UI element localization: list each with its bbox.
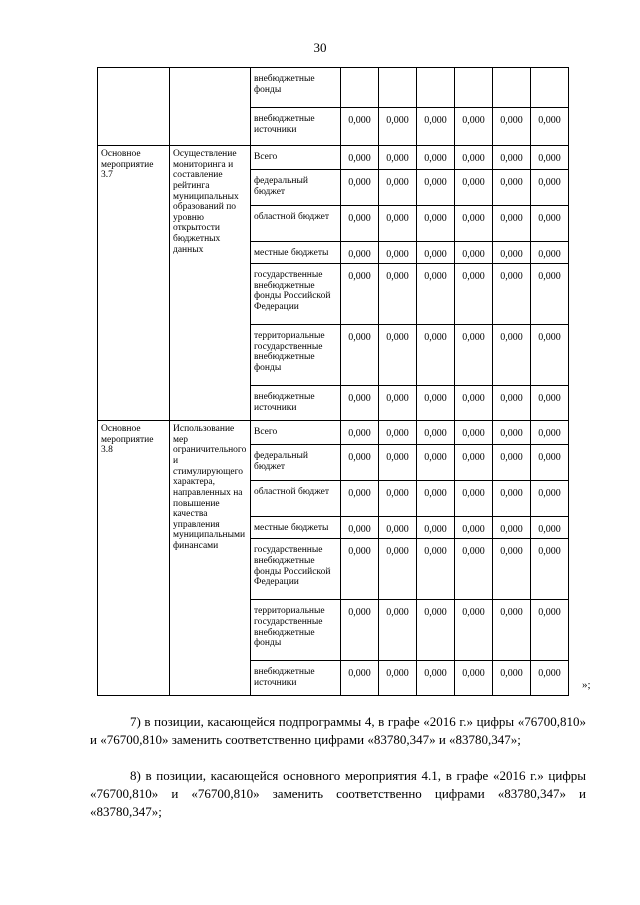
amount-cell: 0,000: [531, 600, 569, 661]
paragraph-text: 8) в позиции, касающейся основного мероприятия 4.1, в графе «2016 г.» цифры «76700,810» и «76700,810» заменить соответственно цифрами «83780,347» и «83780,347»;: [90, 768, 586, 819]
amount-cell: 0,000: [493, 481, 531, 517]
amount-cell: [455, 68, 493, 108]
amount-cell: 0,000: [341, 517, 379, 539]
amount-cell: 0,000: [493, 325, 531, 386]
amount-cell: 0,000: [455, 325, 493, 386]
funding-source: территориальные государственные внебюджетные фонды: [251, 600, 341, 661]
amount-cell: 0,000: [455, 661, 493, 696]
amount-cell: 0,000: [531, 264, 569, 325]
funding-source: внебюджетные источники: [251, 386, 341, 421]
amount-cell: 0,000: [531, 445, 569, 481]
funding-source: внебюджетные источники: [251, 108, 341, 146]
amount-cell: 0,000: [455, 264, 493, 325]
paragraph-item-7: [90, 713, 586, 749]
amount-cell: 0,000: [417, 242, 455, 264]
amount-cell: 0,000: [417, 600, 455, 661]
amount-cell: 0,000: [341, 386, 379, 421]
table-row: [98, 146, 569, 170]
amount-cell: 0,000: [417, 264, 455, 325]
amount-cell: 0,000: [379, 206, 417, 242]
amount-cell: 0,000: [379, 108, 417, 146]
amount-cell: 0,000: [379, 661, 417, 696]
amount-cell: 0,000: [379, 421, 417, 445]
amount-cell: 0,000: [531, 206, 569, 242]
amount-cell: 0,000: [493, 206, 531, 242]
amount-cell: 0,000: [531, 242, 569, 264]
amount-cell: 0,000: [493, 517, 531, 539]
amount-cell: [417, 68, 455, 108]
amount-cell: 0,000: [379, 264, 417, 325]
amount-cell: 0,000: [379, 445, 417, 481]
amount-cell: 0,000: [341, 170, 379, 206]
event-code: Основное мероприятие 3.7: [98, 146, 170, 421]
funding-source: Всего: [251, 421, 341, 445]
closing-quote-mark: »;: [582, 679, 591, 691]
amount-cell: 0,000: [341, 661, 379, 696]
amount-cell: 0,000: [493, 108, 531, 146]
amount-cell: 0,000: [417, 108, 455, 146]
funding-table: [97, 67, 569, 696]
amount-cell: 0,000: [379, 539, 417, 600]
amount-cell: 0,000: [493, 264, 531, 325]
amount-cell: 0,000: [493, 386, 531, 421]
amount-cell: 0,000: [341, 264, 379, 325]
amount-cell: [531, 68, 569, 108]
amount-cell: 0,000: [379, 146, 417, 170]
amount-cell: 0,000: [493, 170, 531, 206]
amount-cell: 0,000: [531, 170, 569, 206]
funding-source: внебюджетные фонды: [251, 68, 341, 108]
amount-cell: 0,000: [417, 539, 455, 600]
event-code: Основное мероприятие 3.8: [98, 421, 170, 696]
amount-cell: 0,000: [417, 517, 455, 539]
amount-cell: 0,000: [341, 421, 379, 445]
funding-source: федеральный бюджет: [251, 170, 341, 206]
funding-source: государственные внебюджетные фонды Российской Федерации: [251, 539, 341, 600]
amount-cell: 0,000: [493, 146, 531, 170]
paragraph-text: 7) в позиции, касающейся подпрограммы 4, в графе «2016 г.» цифры «76700,810» и «76700,810» заменить соответственно цифрами «83780,347» и «83780,347»;: [90, 714, 586, 747]
amount-cell: 0,000: [455, 206, 493, 242]
amount-cell: 0,000: [417, 445, 455, 481]
amount-cell: 0,000: [455, 386, 493, 421]
funding-source: местные бюджеты: [251, 517, 341, 539]
amount-cell: [341, 68, 379, 108]
funding-source: местные бюджеты: [251, 242, 341, 264]
amount-cell: [493, 68, 531, 108]
amount-cell: 0,000: [379, 481, 417, 517]
amount-cell: 0,000: [531, 146, 569, 170]
amount-cell: 0,000: [341, 146, 379, 170]
amount-cell: 0,000: [379, 170, 417, 206]
amount-cell: 0,000: [341, 325, 379, 386]
amount-cell: 0,000: [455, 421, 493, 445]
amount-cell: 0,000: [493, 421, 531, 445]
amount-cell: 0,000: [417, 325, 455, 386]
amount-cell: 0,000: [531, 421, 569, 445]
amount-cell: [379, 68, 417, 108]
amount-cell: 0,000: [341, 108, 379, 146]
amount-cell: 0,000: [455, 445, 493, 481]
event-code-cell: [98, 68, 170, 146]
amount-cell: 0,000: [493, 539, 531, 600]
amount-cell: 0,000: [455, 481, 493, 517]
funding-source: внебюджетные источники: [251, 661, 341, 696]
amount-cell: 0,000: [531, 108, 569, 146]
amount-cell: 0,000: [417, 170, 455, 206]
event-description-cell: [170, 68, 251, 146]
amount-cell: 0,000: [417, 206, 455, 242]
event-description: Осуществление мониторинга и составление рейтинга муниципальных образований по уровню открытости бюджетных данных: [170, 146, 251, 421]
amount-cell: 0,000: [455, 108, 493, 146]
amount-cell: 0,000: [531, 539, 569, 600]
funding-source: государственные внебюджетные фонды Российской Федерации: [251, 264, 341, 325]
amount-cell: 0,000: [493, 661, 531, 696]
amount-cell: 0,000: [417, 661, 455, 696]
amount-cell: 0,000: [417, 386, 455, 421]
funding-source: территориальные государственные внебюджетные фонды: [251, 325, 341, 386]
paragraph-item-8: [90, 767, 586, 821]
amount-cell: 0,000: [417, 421, 455, 445]
amount-cell: 0,000: [379, 517, 417, 539]
amount-cell: 0,000: [455, 170, 493, 206]
amount-cell: 0,000: [379, 325, 417, 386]
amount-cell: 0,000: [531, 386, 569, 421]
amount-cell: 0,000: [417, 146, 455, 170]
amount-cell: 0,000: [379, 386, 417, 421]
funding-source: Всего: [251, 146, 341, 170]
amount-cell: 0,000: [341, 539, 379, 600]
funding-source: областной бюджет: [251, 481, 341, 517]
event-description: Использование мер ограничительного и стимулирующего характера, направленных на повышение качества управления муниципальными финансами: [170, 421, 251, 696]
amount-cell: 0,000: [531, 481, 569, 517]
amount-cell: 0,000: [493, 600, 531, 661]
amount-cell: 0,000: [531, 517, 569, 539]
amount-cell: 0,000: [379, 600, 417, 661]
amount-cell: 0,000: [455, 517, 493, 539]
amount-cell: 0,000: [455, 600, 493, 661]
page-number: 30: [313, 40, 327, 55]
amount-cell: 0,000: [379, 242, 417, 264]
amount-cell: 0,000: [455, 539, 493, 600]
amount-cell: 0,000: [493, 242, 531, 264]
table-row: [98, 421, 569, 445]
amount-cell: 0,000: [341, 600, 379, 661]
amount-cell: 0,000: [341, 445, 379, 481]
table-row: [98, 68, 569, 108]
amount-cell: 0,000: [455, 242, 493, 264]
amount-cell: 0,000: [341, 242, 379, 264]
amount-cell: 0,000: [341, 481, 379, 517]
funding-source: областной бюджет: [251, 206, 341, 242]
amount-cell: 0,000: [455, 146, 493, 170]
amount-cell: 0,000: [493, 445, 531, 481]
amount-cell: 0,000: [417, 481, 455, 517]
amount-cell: 0,000: [531, 661, 569, 696]
amount-cell: 0,000: [341, 206, 379, 242]
funding-source: федеральный бюджет: [251, 445, 341, 481]
amount-cell: 0,000: [531, 325, 569, 386]
